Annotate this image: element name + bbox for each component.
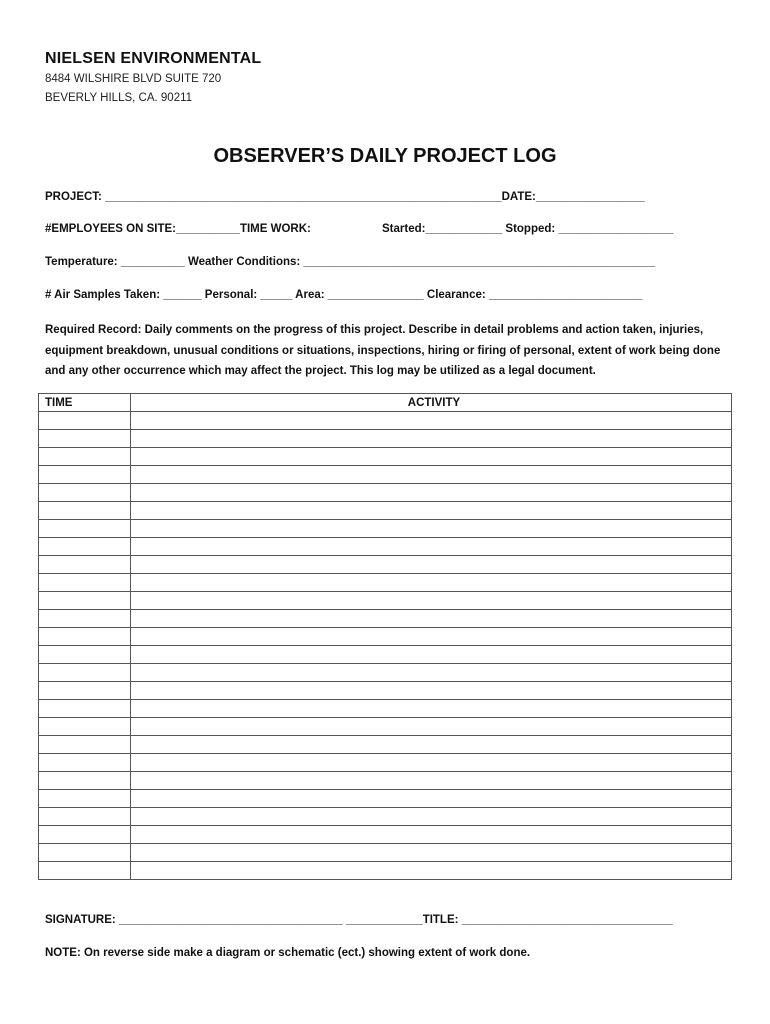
- table-row: [39, 574, 732, 592]
- activity-cell[interactable]: [131, 610, 732, 628]
- employees-time-work-field[interactable]: #EMPLOYEES ON SITE:__________TIME WORK:: [45, 223, 311, 235]
- time-cell[interactable]: [39, 502, 131, 520]
- activity-cell[interactable]: [131, 556, 732, 574]
- activity-cell[interactable]: [131, 430, 732, 448]
- time-cell[interactable]: [39, 628, 131, 646]
- time-cell[interactable]: [39, 448, 131, 466]
- required-record-text: Required Record: Daily comments on the progress of this project. Describe in detail problems and action taken, injuries, equipment breakdown, unusual conditions or situations, inspections, hiring or firing of personal, extent of work being done and any other occurrence which may affect the project. This log may be utilized as a legal document.: [45, 324, 721, 377]
- table-row: [39, 664, 732, 682]
- time-cell[interactable]: [39, 484, 131, 502]
- table-row: [39, 484, 732, 502]
- table-row: [39, 826, 732, 844]
- table-row: [39, 646, 732, 664]
- project-date-field[interactable]: PROJECT: ______________________________________________________________DATE:_________________: [45, 191, 645, 203]
- table-row: [39, 520, 732, 538]
- air-samples-field[interactable]: # Air Samples Taken: ______ Personal: _____ Area: _______________ Clearance: ________________________: [45, 289, 643, 301]
- activity-cell[interactable]: [131, 754, 732, 772]
- time-cell[interactable]: [39, 466, 131, 484]
- activity-cell[interactable]: [131, 502, 732, 520]
- address-line-2: BEVERLY HILLS, CA. 90211: [45, 92, 193, 104]
- time-cell[interactable]: [39, 646, 131, 664]
- table-row: [39, 700, 732, 718]
- activity-cell[interactable]: [131, 466, 732, 484]
- activity-log-table: [38, 393, 732, 880]
- signature-title-field[interactable]: SIGNATURE: ___________________________________ ____________TITLE: _________________________________: [45, 914, 673, 926]
- time-column-header: TIME: [39, 394, 131, 412]
- table-row: [39, 808, 732, 826]
- table-row: [39, 412, 732, 430]
- activity-cell[interactable]: [131, 448, 732, 466]
- activity-cell[interactable]: [131, 736, 732, 754]
- table-row: [39, 466, 732, 484]
- activity-cell[interactable]: [131, 826, 732, 844]
- activity-cell[interactable]: [131, 844, 732, 862]
- table-row: [39, 862, 732, 880]
- time-cell[interactable]: [39, 430, 131, 448]
- log-rows: [39, 412, 732, 880]
- activity-cell[interactable]: [131, 718, 732, 736]
- table-row: [39, 682, 732, 700]
- activity-cell[interactable]: [131, 772, 732, 790]
- activity-cell[interactable]: [131, 700, 732, 718]
- activity-cell[interactable]: [131, 808, 732, 826]
- table-row: [39, 592, 732, 610]
- table-header-row: [39, 394, 732, 412]
- company-name: NIELSEN ENVIRONMENTAL: [45, 50, 262, 67]
- table-row: [39, 610, 732, 628]
- table-row: [39, 736, 732, 754]
- time-cell[interactable]: [39, 700, 131, 718]
- activity-cell[interactable]: [131, 484, 732, 502]
- activity-cell[interactable]: [131, 592, 732, 610]
- table-row: [39, 718, 732, 736]
- time-cell[interactable]: [39, 808, 131, 826]
- time-cell[interactable]: [39, 736, 131, 754]
- time-cell[interactable]: [39, 538, 131, 556]
- table-row: [39, 538, 732, 556]
- activity-cell[interactable]: [131, 520, 732, 538]
- activity-cell[interactable]: [131, 412, 732, 430]
- time-cell[interactable]: [39, 520, 131, 538]
- table-row: [39, 502, 732, 520]
- table-row: [39, 628, 732, 646]
- activity-cell[interactable]: [131, 646, 732, 664]
- time-cell[interactable]: [39, 556, 131, 574]
- temperature-weather-field[interactable]: Temperature: __________ Weather Conditions: _______________________________________________________: [45, 256, 656, 268]
- time-cell[interactable]: [39, 844, 131, 862]
- table-row: [39, 772, 732, 790]
- table-row: [39, 556, 732, 574]
- activity-cell[interactable]: [131, 862, 732, 880]
- activity-cell[interactable]: [131, 664, 732, 682]
- activity-cell[interactable]: [131, 538, 732, 556]
- activity-cell[interactable]: [131, 574, 732, 592]
- table-row: [39, 790, 732, 808]
- started-stopped-field[interactable]: Started:____________ Stopped: __________________: [382, 223, 674, 235]
- time-cell[interactable]: [39, 574, 131, 592]
- activity-cell[interactable]: [131, 682, 732, 700]
- time-cell[interactable]: [39, 772, 131, 790]
- time-cell[interactable]: [39, 754, 131, 772]
- time-cell[interactable]: [39, 610, 131, 628]
- time-cell[interactable]: [39, 790, 131, 808]
- activity-cell[interactable]: [131, 628, 732, 646]
- activity-column-header: ACTIVITY: [131, 394, 732, 412]
- page-title: OBSERVER’S DAILY PROJECT LOG: [213, 145, 557, 167]
- table-row: [39, 430, 732, 448]
- time-cell[interactable]: [39, 664, 131, 682]
- time-cell[interactable]: [39, 592, 131, 610]
- time-cell[interactable]: [39, 682, 131, 700]
- time-cell[interactable]: [39, 826, 131, 844]
- address-line-1: 8484 WILSHIRE BLVD SUITE 720: [45, 73, 222, 85]
- time-cell[interactable]: [39, 718, 131, 736]
- time-cell[interactable]: [39, 412, 131, 430]
- time-cell[interactable]: [39, 862, 131, 880]
- table-row: [39, 448, 732, 466]
- table-row: [39, 844, 732, 862]
- table-row: [39, 754, 732, 772]
- reverse-side-note: NOTE: On reverse side make a diagram or schematic (ect.) showing extent of work done.: [45, 947, 531, 959]
- activity-cell[interactable]: [131, 790, 732, 808]
